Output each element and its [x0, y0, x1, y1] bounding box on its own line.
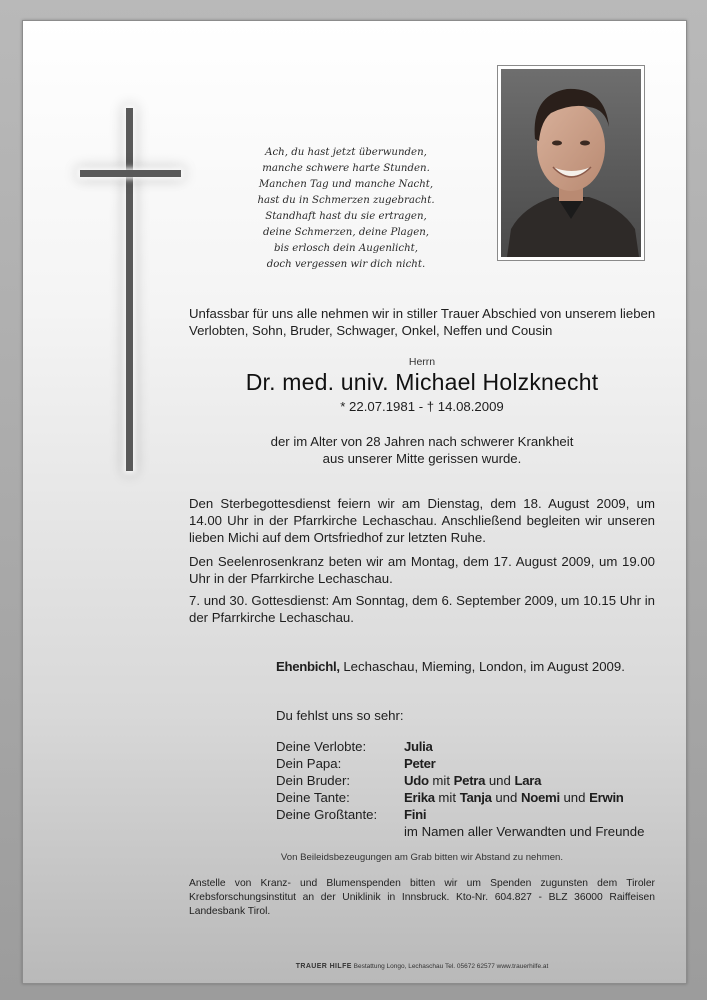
family-name: Erwin	[589, 790, 624, 805]
salutation: Herrn	[408, 356, 436, 368]
all-relatives-text: im Namen aller Verwandten und Freunde	[404, 824, 645, 839]
poem-line: hast du in Schmerzen zugebracht.	[257, 195, 435, 206]
obituary-card	[22, 20, 687, 984]
family-relation: Dein Bruder:	[276, 773, 351, 788]
intro-line: Verlobten, Sohn, Bruder, Schwager, Onkel, Neffen und Cousin	[189, 323, 553, 338]
poem-line: Ach, du hast jetzt überwunden,	[265, 147, 427, 158]
family-name: Petra	[453, 773, 486, 788]
family-connector: mit	[434, 790, 460, 805]
family-name: Lara	[514, 773, 542, 788]
life-dates: * 22.07.1981 - † 14.08.2009	[340, 399, 504, 414]
family-name: Julia	[404, 739, 433, 754]
family-name: Peter	[404, 756, 436, 771]
family-name: Noemi	[521, 790, 560, 805]
rosary-text: Den Seelenrosenkranz beten wir am Montag, dem 17. August 2009, um 19.00 Uhr in der Pfarrkirche Lechaschau.	[189, 554, 655, 586]
poem-line: Standhaft hast du sie ertragen,	[265, 211, 427, 222]
donation-note: Anstelle von Kranz- und Blumenspenden bitten wir um Spenden zugunsten dem Tiroler Krebsforschungsinstitut an der Uniklinik in Innsbruck. Kto-Nr. 604.827 - BLZ 36000 Raiffeisen Landesbank Tirol.	[189, 878, 655, 917]
places-rest: Lechaschau, Mieming, London, im August 2009.	[339, 659, 625, 674]
family-connector: und	[485, 773, 515, 788]
places-date-line	[276, 658, 676, 675]
poem-line: bis erlosch dein Augenlicht,	[273, 243, 419, 254]
family-connector: mit	[428, 773, 454, 788]
family-name: Udo	[404, 773, 429, 788]
poem-line: Manchen Tag und manche Nacht,	[258, 179, 434, 190]
family-relation: Deine Großtante:	[276, 807, 378, 822]
deceased-name: Dr. med. univ. Michael Holzknecht	[245, 369, 599, 395]
missed-line: Du fehlst uns so sehr:	[276, 708, 404, 723]
family-relation: Deine Tante:	[276, 790, 350, 805]
poem-line: manche schwere harte Stunden.	[262, 163, 430, 174]
condolence-note: Von Beileidsbezeugungen am Grab bitten wir Abstand zu nehmen.	[280, 852, 564, 863]
poem-line: deine Schmerzen, deine Plagen,	[262, 227, 430, 238]
place-first: Ehenbichl,	[276, 659, 340, 674]
funeral-home-contact: Bestattung Longo, Lechaschau Tel. 05672 62577 www.trauerhilfe.at	[351, 963, 549, 970]
funeral-home-brand: TRAUER HILFE	[295, 963, 352, 970]
family-connector: und	[491, 790, 521, 805]
family-name: Tanja	[459, 790, 492, 805]
funeral-home-footer	[189, 958, 655, 975]
funeral-service-text: Den Sterbegottesdienst feiern wir am Dienstag, dem 18. August 2009, um 14.00 Uhr in der Pfarrkirche Lechaschau. Anschließend begleiten wir unseren lieben Michi auf dem Ortsfriedhof zur letzten Ruhe.	[189, 496, 655, 545]
portrait-photo	[497, 65, 645, 261]
family-relation: Dein Papa:	[276, 756, 342, 771]
cross-icon-horizontal-beam	[80, 170, 181, 177]
memorial-mass-text: 7. und 30. Gottesdienst: Am Sonntag, dem 6. September 2009, um 10.15 Uhr in der Pfarrkirche Lechaschau.	[189, 593, 655, 625]
intro-line: Unfassbar für uns alle nehmen wir in stiller Trauer Abschied von unserem lieben	[189, 306, 656, 321]
family-relation: Deine Verlobte:	[276, 739, 367, 754]
family-name: Erika	[404, 790, 435, 805]
age-line: der im Alter von 28 Jahren nach schwerer Krankheit	[270, 434, 574, 449]
family-connector: und	[559, 790, 590, 805]
cross-icon-vertical-beam	[126, 108, 133, 471]
age-line: aus unserer Mitte gerissen wurde.	[322, 451, 522, 466]
portrait-image	[501, 69, 641, 257]
poem-line: doch vergessen wir dich nicht.	[266, 259, 426, 270]
age-text	[189, 433, 655, 467]
intro-text	[189, 305, 655, 339]
family-name: Fini	[404, 807, 427, 822]
poem	[236, 145, 456, 273]
